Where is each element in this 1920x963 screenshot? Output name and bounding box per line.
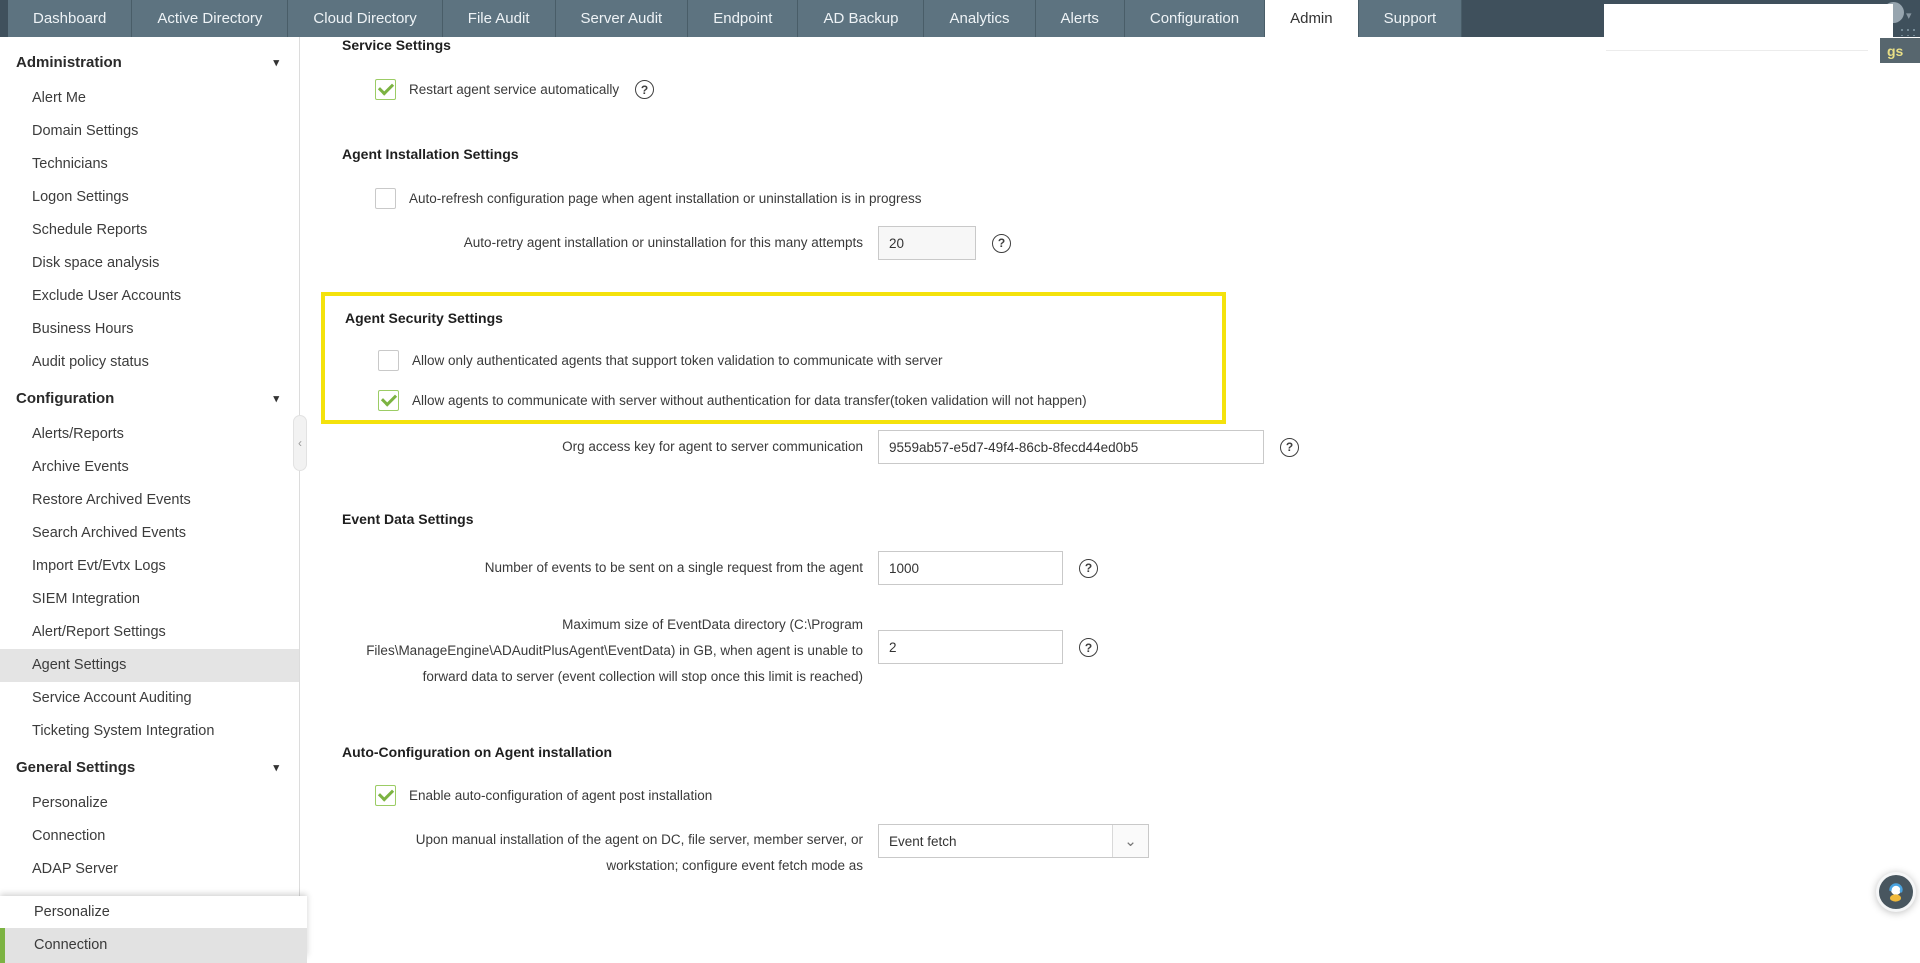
topright-dropdown-panel — [1604, 4, 1893, 110]
sidebar-overlay-menu — [0, 896, 307, 958]
restart-agent-checkbox[interactable] — [375, 79, 396, 100]
overlay-item-personalize[interactable]: Personalize — [34, 904, 110, 920]
sidebar-item-adap-server[interactable]: ADAP Server — [32, 861, 118, 877]
help-icon[interactable]: ? — [992, 234, 1011, 253]
service-settings-title: Service Settings — [342, 37, 451, 53]
enable-auto-config-row — [375, 785, 712, 806]
enable-auto-config-checkbox[interactable] — [375, 785, 396, 806]
caret-down-icon: ▾ — [273, 57, 279, 69]
tab-server-audit[interactable]: Server Audit — [556, 0, 689, 37]
help-icon[interactable]: ? — [635, 80, 654, 99]
auto-retry-input[interactable] — [878, 226, 976, 260]
restart-agent-row — [375, 79, 654, 100]
auto-refresh-label: Auto-refresh configuration page when agent installation or uninstallation is in progress — [409, 191, 922, 206]
clipped-tooltip — [1880, 38, 1920, 63]
sidebar-item-disk-space-analysis[interactable]: Disk space analysis — [32, 255, 160, 271]
agent-installation-title: Agent Installation Settings — [342, 146, 519, 162]
sidebar-item-schedule-reports[interactable]: Schedule Reports — [32, 222, 148, 238]
sidebar-item-personalize[interactable]: Personalize — [32, 795, 108, 811]
sidebar-item-logon-settings[interactable]: Logon Settings — [32, 189, 129, 205]
sidebar-item-archive-events[interactable]: Archive Events — [32, 459, 129, 475]
help-icon[interactable]: ? — [1280, 438, 1299, 457]
org-access-key-label: Org access key for agent to server communication — [562, 439, 863, 454]
panel-divider — [1606, 50, 1868, 51]
caret-down-icon: ▾ — [273, 762, 279, 774]
sidebar-item-ticketing-system-integration[interactable]: Ticketing System Integration — [32, 723, 215, 739]
token-only-checkbox[interactable] — [378, 350, 399, 371]
org-access-key-row — [342, 430, 1299, 464]
agent-security-title: Agent Security Settings — [345, 310, 503, 326]
enable-auto-config-label: Enable auto-configuration of agent post installation — [409, 788, 713, 803]
tab-support[interactable]: Support — [1359, 0, 1463, 37]
sidebar-item-agent-settings[interactable]: Agent Settings — [0, 649, 299, 682]
token-only-row — [378, 350, 943, 371]
overlay-item-connection[interactable]: Connection — [0, 928, 307, 963]
tab-endpoint[interactable]: Endpoint — [688, 0, 798, 37]
tab-active-directory[interactable]: Active Directory — [132, 0, 288, 37]
admin-sidebar — [0, 37, 300, 944]
section-label: Configuration — [16, 390, 115, 407]
sidebar-collapse-handle[interactable] — [293, 415, 307, 471]
auto-refresh-row — [375, 188, 922, 209]
drag-dots-icon — [1899, 27, 1915, 36]
sidebar-item-service-account-auditing[interactable]: Service Account Auditing — [32, 690, 192, 706]
tab-dashboard[interactable]: Dashboard — [8, 0, 132, 37]
sidebar-item-restore-archived-events[interactable]: Restore Archived Events — [32, 492, 191, 508]
tooltip-text-fragment: gs — [1887, 42, 1904, 59]
sidebar-item-alert-report-settings[interactable]: Alert/Report Settings — [32, 624, 166, 640]
tab-file-audit[interactable]: File Audit — [443, 0, 556, 37]
tab-admin[interactable]: Admin — [1265, 0, 1359, 37]
auto-configuration-title: Auto-Configuration on Agent installation — [342, 744, 613, 760]
fetch-mode-select[interactable] — [878, 824, 1149, 858]
help-icon[interactable]: ? — [1079, 559, 1098, 578]
event-data-title: Event Data Settings — [342, 511, 474, 527]
auto-refresh-checkbox[interactable] — [375, 188, 396, 209]
restart-agent-label: Restart agent service automatically — [409, 82, 620, 97]
events-per-request-input[interactable] — [878, 551, 1063, 585]
caret-down-icon[interactable]: ▾ — [1906, 10, 1912, 22]
sidebar-section-configuration[interactable] — [0, 379, 299, 418]
no-auth-checkbox[interactable] — [378, 390, 399, 411]
sidebar-section-general-settings[interactable] — [0, 748, 299, 787]
sidebar-item-domain-settings[interactable]: Domain Settings — [32, 123, 139, 139]
sidebar-item-connection[interactable]: Connection — [32, 828, 106, 844]
events-per-request-label: Number of events to be sent on a single request from the agent — [484, 560, 863, 575]
tab-alerts[interactable]: Alerts — [1036, 0, 1125, 37]
tab-analytics[interactable]: Analytics — [924, 0, 1035, 37]
events-per-request-row — [342, 551, 1098, 585]
sidebar-item-technicians[interactable]: Technicians — [32, 156, 108, 172]
fetch-mode-label: Upon manual installation of the agent on DC, file server, member server, or workstation; configure event fetch mode as — [415, 832, 863, 873]
no-auth-row — [378, 390, 1087, 411]
sidebar-item-exclude-user-accounts[interactable]: Exclude User Accounts — [32, 288, 182, 304]
agent-settings-page — [307, 37, 1920, 944]
support-chat-button[interactable] — [1876, 872, 1916, 912]
section-label: General Settings — [16, 759, 136, 776]
caret-down-icon: ▾ — [273, 393, 279, 405]
auto-retry-label: Auto-retry agent installation or uninstallation for this many attempts — [463, 235, 863, 250]
token-only-label: Allow only authenticated agents that support token validation to communicate with server — [412, 353, 943, 368]
max-size-label: Maximum size of EventData directory (C:\Program Files\ManageEngine\ADAuditPlusAgent\EventData) in GB, when agent is unable to forward data to server (event collection will stop once this limit is reached) — [366, 617, 863, 684]
sidebar-item-alerts-reports[interactable]: Alerts/Reports — [32, 426, 124, 442]
sidebar-section-administration[interactable] — [0, 43, 299, 82]
sidebar-item-siem-integration[interactable]: SIEM Integration — [32, 591, 140, 607]
sidebar-item-import-evt-logs[interactable]: Import Evt/Evtx Logs — [32, 558, 166, 574]
max-size-row — [342, 612, 1098, 690]
agent-security-highlight-box — [321, 292, 1226, 424]
help-icon[interactable]: ? — [1079, 638, 1098, 657]
sidebar-item-search-archived-events[interactable]: Search Archived Events — [32, 525, 186, 541]
no-auth-label: Allow agents to communicate with server without authentication for data transfer(token validation will not happen) — [412, 393, 1087, 408]
sidebar-item-business-hours[interactable]: Business Hours — [32, 321, 134, 337]
sidebar-item-audit-policy-status[interactable]: Audit policy status — [32, 354, 149, 370]
chevron-left-icon: ‹ — [298, 436, 302, 450]
fetch-mode-row — [342, 824, 1149, 879]
max-size-input[interactable] — [878, 630, 1063, 664]
org-access-key-input[interactable] — [878, 430, 1264, 464]
section-label: Administration — [16, 54, 122, 71]
chevron-down-icon[interactable]: ⌄ — [1112, 825, 1148, 857]
tab-cloud-directory[interactable]: Cloud Directory — [288, 0, 442, 37]
fetch-mode-selected-value: Event fetch — [889, 833, 957, 849]
support-agent-icon — [1884, 880, 1908, 904]
tab-configuration[interactable]: Configuration — [1125, 0, 1265, 37]
sidebar-item-alert-me[interactable]: Alert Me — [32, 90, 86, 106]
tab-ad-backup[interactable]: AD Backup — [798, 0, 924, 37]
auto-retry-row — [342, 226, 1011, 260]
